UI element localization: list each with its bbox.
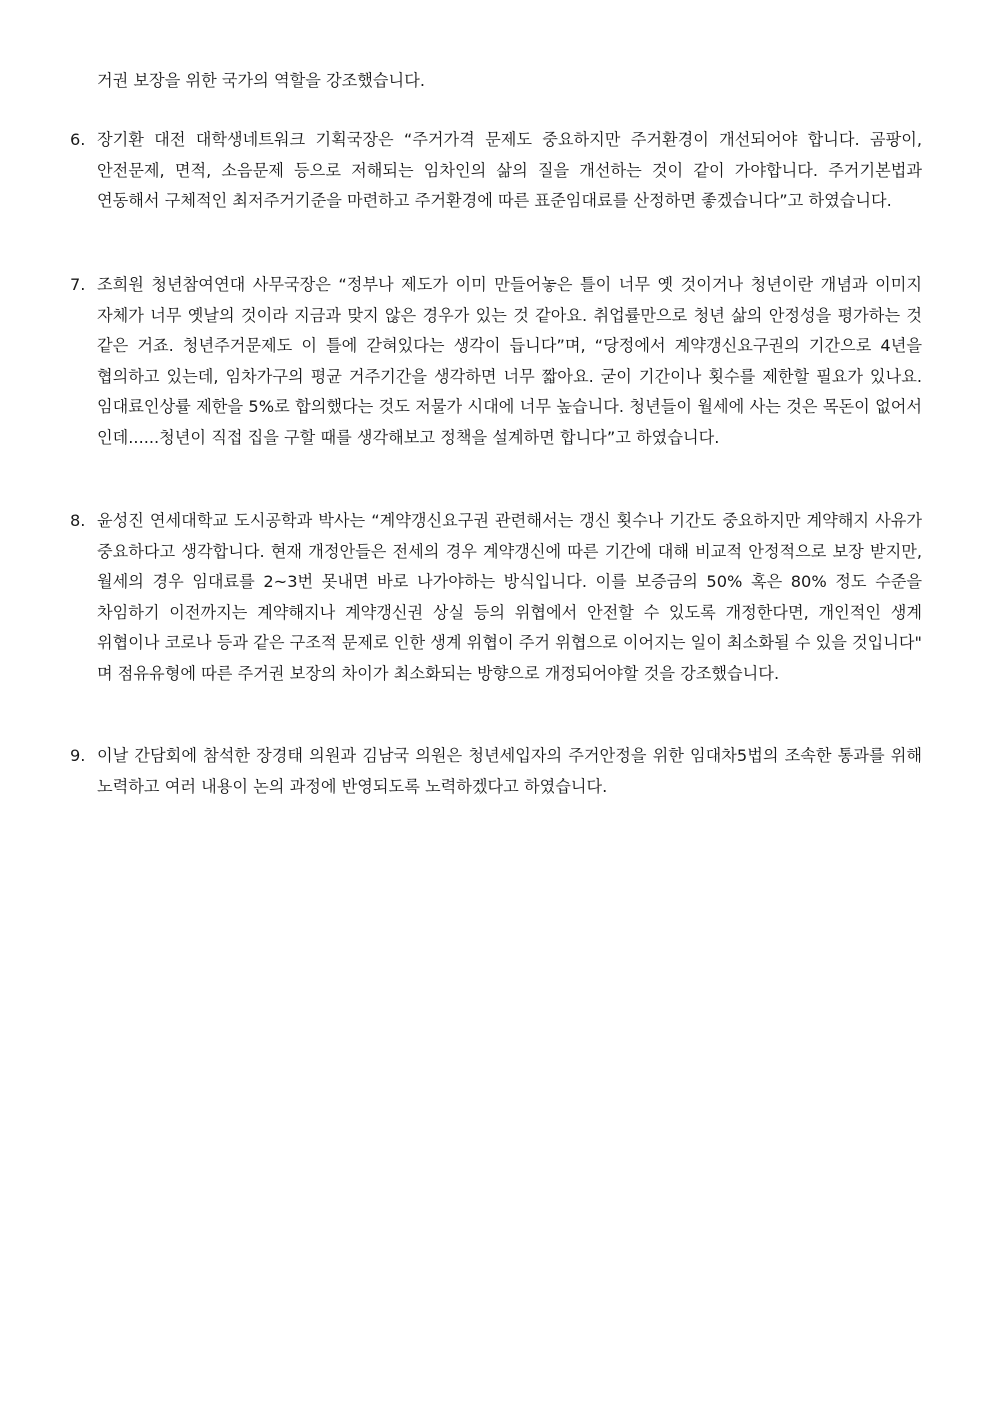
list-item-text: 이날 간담회에 참석한 장경태 의원과 김남국 의원은 청년세입자의 주거안정을 위한 임대차5법의 조속한 통과를 위해 노력하고 여러 내용이 논의 과정에 반영되도록 노력하겠다고 하였습니다. xyxy=(97,746,922,796)
list-item-text: 장기환 대전 대학생네트워크 기획국장은 “주거가격 문제도 중요하지만 주거환경이 개선되어야 합니다. 곰팡이, 안전문제, 면적, 소음문제 등으로 저해되는 임차인의 삶의 질을 개선하는 것이 같이 가야합니다. 주거기본법과 연동해서 구체적인 최저주거기준을 마련하고 주거환경에 따른 표준임대료를 산정하면 좋겠습니다”고 하였습니다. xyxy=(97,130,922,210)
list-item xyxy=(70,741,922,802)
list-item xyxy=(70,506,922,689)
continuation-paragraph: 거권 보장을 위한 국가의 역할을 강조했습니다. xyxy=(97,71,425,90)
list-item xyxy=(70,125,922,217)
list-item-number: 9. xyxy=(70,746,86,765)
list-item-text: 윤성진 연세대학교 도시공학과 박사는 “계약갱신요구권 관련해서는 갱신 횟수나 기간도 중요하지만 계약해지 사유가 중요하다고 생각합니다. 현재 개정안들은 전세의 경우 계약갱신에 따른 기간에 대해 비교적 안정적으로 보장 받지만, 월세의 경우 임대료를 2~3번 못내면 바로 나가야하는 방식입니다. 이를 보증금의 50% 혹은 80% 정도 수준을 차임하기 이전까지는 계약해지나 계약갱신권 상실 등의 위협에서 안전할 수 있도록 개정한다면, 개인적인 생계 위협이나 코로나 등과 같은 구조적 문제로 인한 생계 위협이 주거 위협으로 이어지는 일이 최소화될 수 있을 것입니다" 며 점유유형에 따른 주거권 보장의 차이가 최소화되는 방향으로 개정되어야할 것을 강조했습니다. xyxy=(97,511,922,683)
list-item xyxy=(70,270,922,453)
list-item-number: 8. xyxy=(70,511,86,530)
list-item-text: 조희원 청년참여연대 사무국장은 “정부나 제도가 이미 만들어놓은 틀이 너무 옛 것이거나 청년이란 개념과 이미지 자체가 너무 옛날의 것이라 지금과 맞지 않은 경우가 있는 것 같아요. 취업률만으로 청년 삶의 안정성을 평가하는 것 같은 거죠. 청년주거문제도 이 틀에 갇혀있다는 생각이 듭니다”며, “당정에서 계약갱신요구권의 기간으로 4년을 협의하고 있는데, 임차가구의 평균 거주기간을 생각하면 너무 짧아요. 굳이 기간이나 횟수를 제한할 필요가 있나요. 임대료인상률 제한을 5%로 합의했다는 것도 저물가 시대에 너무 높습니다. 청년들이 월세에 사는 것은 목돈이 없어서 인데......청년이 직접 집을 구할 때를 생각해보고 정책을 설계하면 합니다”고 하였습니다. xyxy=(97,275,922,447)
list-item-number: 7. xyxy=(70,275,86,294)
list-item-number: 6. xyxy=(70,130,86,149)
